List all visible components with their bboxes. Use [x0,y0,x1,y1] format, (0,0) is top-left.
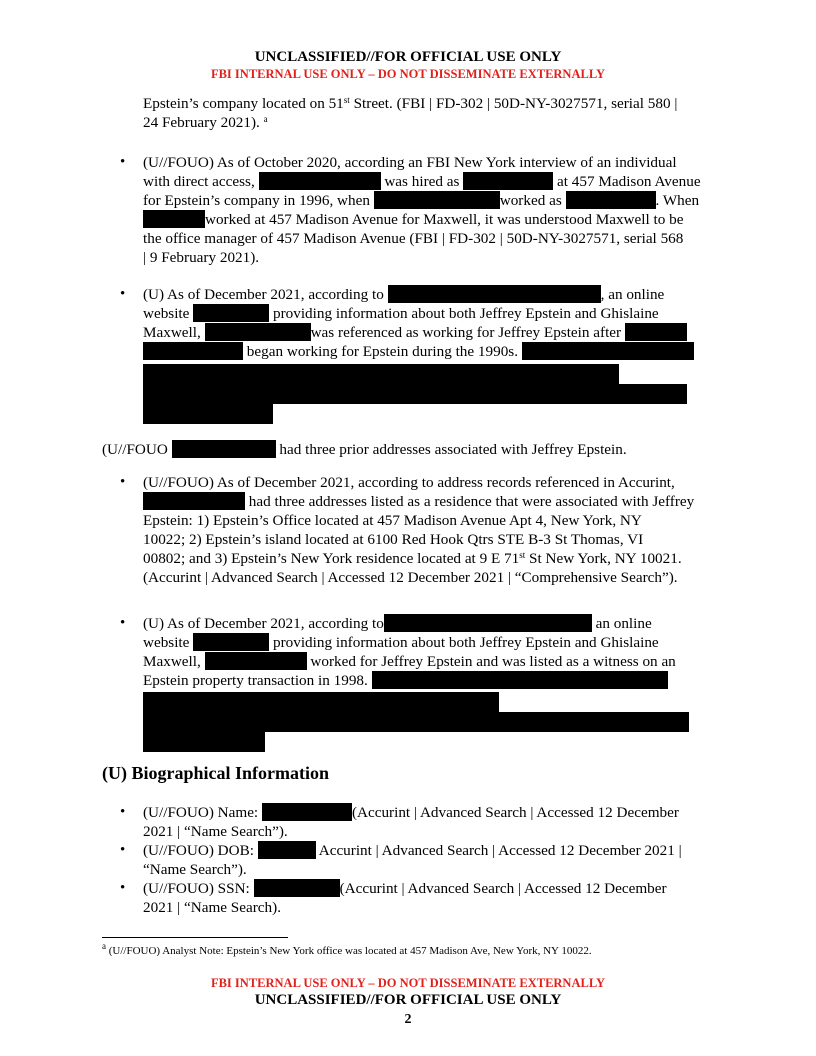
redaction [262,803,352,821]
redaction [259,172,381,190]
bio-dob-line-2: “Name Search”). [143,861,247,878]
footer-dissemination: FBI INTERNAL USE ONLY – DO NOT DISSEMINATE EXTERNALLY [210,976,606,990]
redaction [388,285,601,303]
bio-ssn-line-1: (U//FOUO) SSN: (Accurint | Advanced Search | Accessed 12 December [143,880,667,897]
bio-name-line-1: (U//FOUO) Name: (Accurint | Advanced Search | Accessed 12 December [143,804,679,821]
bullet-1-line-4: worked at 457 Madison Avenue for Maxwell, it was understood Maxwell to be [143,210,683,229]
redaction [463,172,553,190]
bullet-1-line-6: | 9 February 2021). [143,249,260,266]
section-title-biographical: (U) Biographical Information [102,763,329,783]
bullet-4-line-1: (U) As of December 2021, according to an online [143,615,652,632]
redaction-block [143,384,687,404]
bullet-4-line-3: Maxwell, worked for Jeffrey Epstein and was listed as a witness on an [143,653,676,670]
header-classification: UNCLASSIFIED//FOR OFFICIAL USE ONLY [254,49,562,65]
redaction [143,210,205,228]
bullet-1-marker: • [120,154,126,170]
footnote-divider [102,937,288,938]
bullet-2-line-2: website providing information about both Jeffrey Epstein and Ghislaine [143,305,659,322]
bullet-3-line-6: (Accurint | Advanced Search | Accessed 12 December 2021 | “Comprehensive Search”). [143,569,678,586]
bullet-3-line-2: had three addresses listed as a residence that were associated with Jeffrey [143,492,694,511]
bio-ssn-marker: • [120,880,126,896]
bullet-4-marker: • [120,615,126,631]
redaction-block [143,732,265,752]
redaction [143,342,243,360]
bio-name-marker: • [120,804,126,820]
summary-line: (U//FOUO had three prior addresses associated with Jeffrey Epstein. [102,441,627,458]
bullet-3-line-1: (U//FOUO) As of December 2021, according to address records referenced in Accurint, [143,474,675,491]
redaction-block [143,364,619,384]
redaction [522,342,694,360]
redaction [372,671,668,689]
redaction [566,191,656,209]
bullet-2-line-4: began working for Epstein during the 1990s. [143,342,694,361]
redaction [205,652,307,670]
page-number: 2 [404,1012,412,1027]
bullet-1-line-1: (U//FOUO) As of October 2020, according an FBI New York interview of an individual [143,154,677,171]
footer-classification: UNCLASSIFIED//FOR OFFICIAL USE ONLY [254,992,562,1008]
bullet-3-line-3: Epstein: 1) Epstein’s Office located at 457 Madison Avenue Apt 4, New York, NY [143,512,642,529]
redaction [172,440,276,458]
bullet-3-line-4: 10022; 2) Epstein’s island located at 6100 Red Hook Qtrs STE B-3 St Thomas, VI [143,531,644,548]
redaction-block [143,404,273,424]
bio-dob-marker: • [120,842,126,858]
redaction-block [143,712,689,732]
bullet-3-line-5: 00802; and 3) Epstein’s New York residence located at 9 E 71st St New York, NY 10021. [143,550,682,567]
footnote: $^a$ (U//FOUO) Analyst Note: Epstein’s New York office was located at 457 Madison Ave, New York, NY 10022. [102,941,592,957]
bullet-1-line-5: the office manager of 457 Madison Avenue (FBI | FD-302 | 50D-NY-3027571, serial 568 [143,230,684,247]
bullet-4-line-2: website providing information about both Jeffrey Epstein and Ghislaine [143,634,659,651]
bullet-4-line-4: Epstein property transaction in 1998. [143,671,668,690]
redaction [374,191,500,209]
bio-dob-line-1: (U//FOUO) DOB: Accurint | Advanced Search | Accessed 12 December 2021 | [143,842,682,859]
bullet-2-line-1: (U) As of December 2021, according to , an online [143,286,665,303]
bio-name-line-2: 2021 | “Name Search”). [143,823,288,840]
redaction [143,492,245,510]
bullet-2-marker: • [120,286,126,302]
redaction-block [143,692,499,712]
redaction [205,323,311,341]
header-dissemination: FBI INTERNAL USE ONLY – DO NOT DISSEMINATE EXTERNALLY [210,67,606,81]
redaction [193,304,269,322]
redaction [254,879,340,897]
bullet-1-line-3: for Epstein’s company in 1996, when worked as . When [143,192,700,209]
continuation-line-2: 24 February 2021). $^a$ [143,114,268,131]
bullet-2-line-3: Maxwell, was referenced as working for Jeffrey Epstein after [143,323,687,342]
redaction [625,323,687,341]
redaction [384,614,592,632]
bio-ssn-line-2: 2021 | “Name Search). [143,899,281,916]
redaction [193,633,269,651]
bullet-1-line-2: with direct access, was hired as at 457 Madison Avenue [143,173,701,190]
bullet-3-marker: • [120,474,126,490]
continuation-line-1: Epstein’s company located on 51st Street. (FBI | FD-302 | 50D-NY-3027571, serial 580 | [143,95,678,112]
redaction [258,841,316,859]
footnote-ref: a [263,114,268,124]
